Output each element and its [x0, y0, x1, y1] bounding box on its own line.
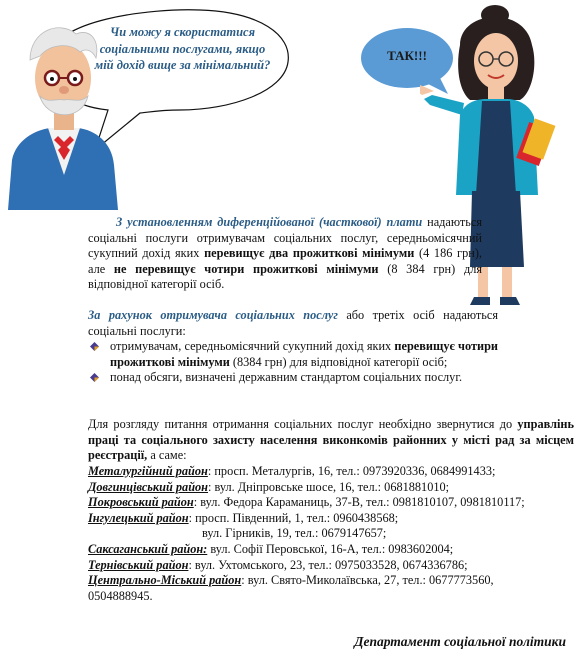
question-text: Чи можу я скористатися соціальними послугами, якщо мій дохід вище за мінімальний? [94, 25, 271, 72]
district-address: : вул. Ухтомського, 23, тел.: 0975033528, 0674336786; [188, 557, 468, 572]
para3-text-1: Для розгляду питання отримання соціальних послуг необхідно звернутися до [88, 417, 513, 431]
district-address: : вул. Свято-Миколаївська, 27, тел.: 0677773560, [241, 573, 494, 588]
bullet2-text: понад обсяги, визначені державним стандартом соціальних послуг. [110, 370, 463, 385]
para1-text-3: (8 384 грн) для відповідної категорії осіб. [88, 261, 483, 292]
paragraph-2 [88, 308, 498, 386]
para3-bold: управлінь праці та соціального захисту населення виконкомів районних у місті рад за місцем реєстрації, [88, 417, 574, 463]
answer-text: ТАК!!! [387, 48, 427, 63]
paragraph-3 [88, 417, 574, 464]
footer-signature: Департамент соціальної політики [354, 634, 566, 649]
district-row-continuation [88, 526, 578, 542]
district-name: Металургійний район [88, 464, 208, 478]
bullet1-bold: перевищує чотири прожиткові мінімуми [110, 339, 498, 369]
district-address-continuation: 0504888945. [88, 588, 153, 603]
district-row [88, 558, 578, 574]
district-name: Довгинцівський район [88, 479, 209, 494]
para1-intro: З установленням диференційованої (часткової) плати [116, 215, 423, 229]
district-name: Інгулецький район [88, 510, 189, 525]
diamond-bullet-icon [90, 342, 99, 351]
district-row [88, 573, 574, 604]
para3-text-2: а саме: [150, 448, 187, 463]
bullet-list [90, 339, 498, 386]
para1-text-1: надаються соціальні послуги отримувачам соціальних послуг, середньомісячний сукупний дохід яких [88, 215, 482, 261]
district-name: Центрально-Міський район [88, 573, 242, 588]
district-row [88, 511, 578, 527]
para1-text-2: (4 186 грн), але [88, 246, 482, 276]
paragraph-1 [88, 215, 482, 293]
district-address: : вул. Федора Караманиць, 37-В, тел.: 0981810107, 0981810117; [193, 495, 525, 510]
list-item [90, 370, 498, 386]
para2-intro: За рахунок отримувача соціальних послуг [88, 308, 338, 322]
bullet1-text-2: (8384 грн) для відповідної категорії осіб; [232, 354, 448, 369]
para2-text-1: або третіх осіб надаються соціальні послуги: [88, 308, 498, 338]
district-address: вул. Софії Перовської, 16-А, тел.: 0983602004; [207, 541, 454, 556]
district-row [88, 480, 578, 496]
para1-bold-2: не перевищує чотири прожиткові мінімуми [113, 261, 379, 276]
district-address: : просп. Металургів, 16, тел.: 0973920336, 0684991433; [207, 464, 496, 478]
district-row [88, 464, 578, 480]
district-list [88, 464, 578, 604]
district-name: Саксаганський район: [88, 541, 208, 556]
district-row [88, 495, 578, 511]
list-item [90, 339, 498, 370]
district-name: Тернівський район [88, 557, 189, 572]
district-name: Покровський район [88, 495, 194, 510]
district-address: : просп. Південний, 1, тел.: 0960438568; [188, 510, 399, 525]
district-address: : вул. Дніпровське шосе, 16, тел.: 0681881010; [208, 479, 450, 494]
diamond-bullet-icon [90, 373, 99, 382]
para1-bold-1: перевищує два прожиткові мінімуми [204, 246, 415, 261]
district-row [88, 542, 578, 558]
bullet1-text-1: отримувачам, середньомісячний сукупний дохід яких [110, 339, 392, 354]
district-address-2: вул. Гірників, 19, тел.: 0679147657; [202, 526, 387, 541]
